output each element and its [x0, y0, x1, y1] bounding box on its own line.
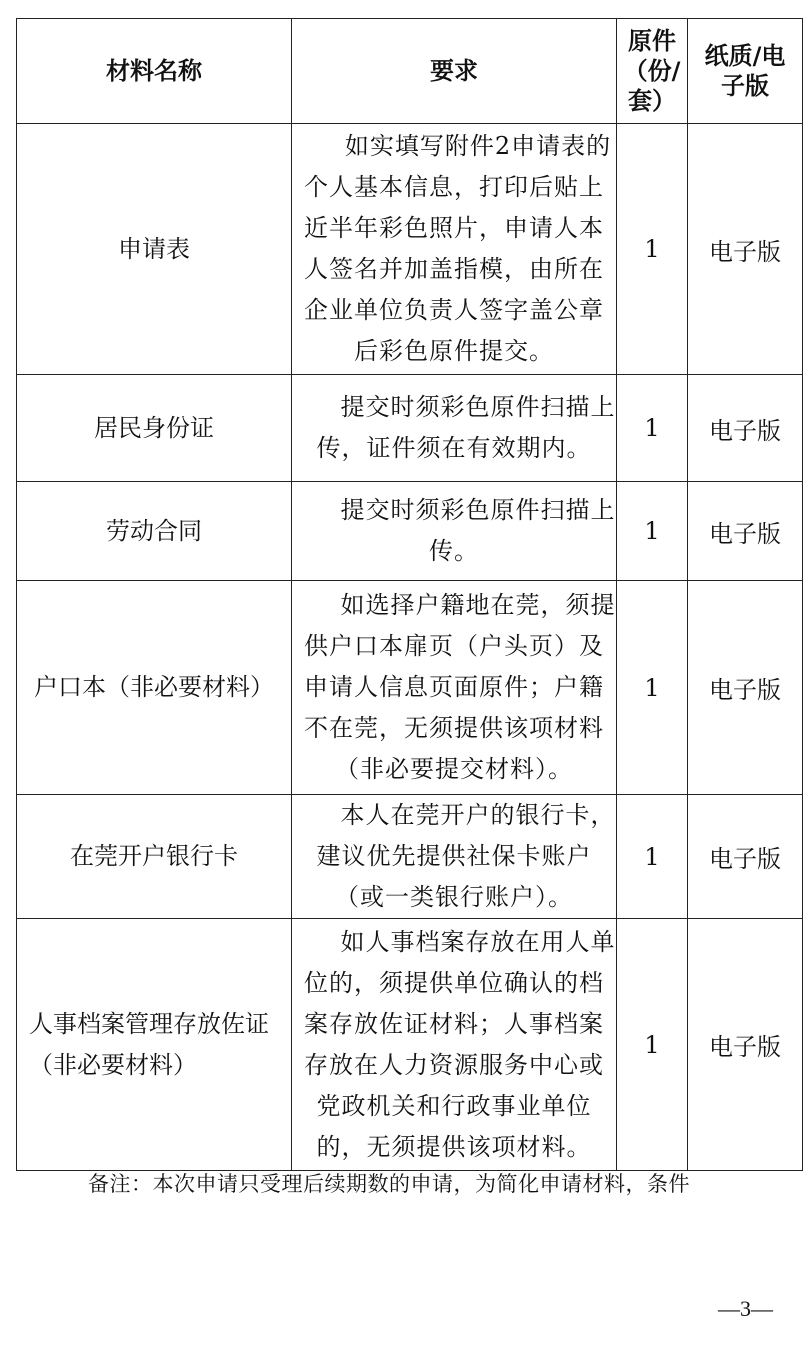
materials-table	[16, 18, 803, 1171]
requirement-text: 提交时须彩色原件扫描上传，证件须在有效期内。	[316, 393, 616, 462]
header-original-count-text: 原件（份/套）	[623, 27, 681, 115]
header-material-name: 材料名称	[17, 19, 292, 124]
footnote: 备注：本次申请只受理后续期数的申请，为简化申请材料，条件	[88, 1172, 690, 1196]
header-original-count	[617, 19, 688, 124]
table-row	[17, 795, 803, 919]
material-name: 劳动合同	[17, 482, 292, 581]
material-requirement	[292, 375, 617, 482]
requirement-text: 提交时须彩色原件扫描上传。	[340, 496, 616, 565]
material-name: 户口本（非必要材料）	[17, 581, 292, 795]
material-format: 电子版	[688, 795, 803, 919]
original-count: 1	[617, 581, 688, 795]
material-name: 申请表	[17, 124, 292, 375]
table-row	[17, 581, 803, 795]
material-requirement	[292, 795, 617, 919]
requirement-text: 如选择户籍地在莞，须提供户口本扉页（户头页）及申请人信息页面原件；户籍不在莞，无须提供该项材料（非必要提交材料）。	[304, 591, 616, 783]
material-requirement	[292, 581, 617, 795]
original-count: 1	[617, 482, 688, 581]
requirement-text: 如人事档案存放在用人单位的，须提供单位确认的档案存放佐证材料；人事档案存放在人力资源服务中心或党政机关和行政事业单位的，无须提供该项材料。	[304, 927, 616, 1161]
material-format: 电子版	[688, 124, 803, 375]
table-header-row	[17, 19, 803, 124]
original-count: 1	[617, 919, 688, 1171]
requirement-text: 如实填写附件2申请表的个人基本信息，打印后贴上近半年彩色照片，申请人本人签名并加盖指模，由所在企业单位负责人签字盖公章后彩色原件提交。	[304, 132, 612, 365]
header-requirement: 要求	[292, 19, 617, 124]
table-row	[17, 919, 803, 1171]
material-format: 电子版	[688, 581, 803, 795]
material-name: 居民身份证	[17, 375, 292, 482]
material-format: 电子版	[688, 375, 803, 482]
table-row	[17, 482, 803, 581]
material-requirement	[292, 482, 617, 581]
original-count: 1	[617, 375, 688, 482]
table-row	[17, 375, 803, 482]
material-format: 电子版	[688, 919, 803, 1171]
table-row	[17, 124, 803, 375]
material-format: 电子版	[688, 482, 803, 581]
page-number: —3—	[718, 1296, 773, 1321]
original-count: 1	[617, 124, 688, 375]
header-format-text: 纸质/电子版	[704, 42, 786, 100]
header-format	[688, 19, 803, 124]
material-requirement	[292, 124, 617, 375]
material-name: 人事档案管理存放佐证（非必要材料）	[17, 919, 292, 1171]
material-name: 在莞开户银行卡	[17, 795, 292, 919]
requirement-text: 本人在莞开户的银行卡，建议优先提供社保卡账户（或一类银行账户）。	[316, 801, 616, 911]
original-count: 1	[617, 795, 688, 919]
material-requirement	[292, 919, 617, 1171]
